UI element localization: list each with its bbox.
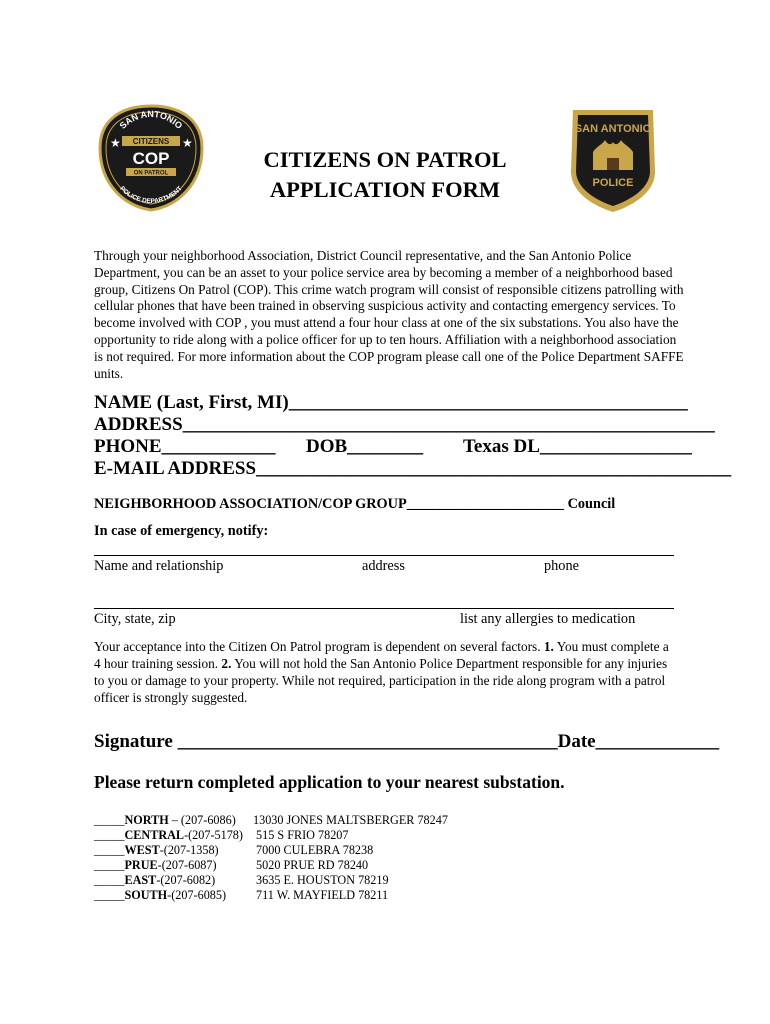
name-relationship-label: Name and relationship: [94, 558, 224, 574]
neighborhood-group-field[interactable]: NEIGHBORHOOD ASSOCIATION/COP GROUP______________________ Council: [94, 496, 616, 512]
title-line-2: APPLICATION FORM: [269, 177, 501, 202]
acceptance-text-a: Your acceptance into the Citizen On Patrol program is dependent on several factors.: [94, 639, 544, 654]
substation-phone: -(207-6085): [167, 888, 227, 902]
intro-paragraph: Through your neighborhood Association, District Council representative, and the San Antonio Police Department, you can be an asset to your police service area by becoming a member of a neighborhood based group, Citizens On Patrol (COP). This crime watch program will consist of responsible citizens patrolling with cellular phones that have been trained in observing suspicious activity and contacting emergency services. To become involved with COP , you must attend a four hour class at one of the six substations. You also have the opportunity to ride along with a police officer for up to ten hours. Affiliation with a neighborhood association is not required. For more information about the COP program please call one of the Police Department SAFFE units.: [94, 248, 684, 381]
address-field[interactable]: ADDRESS________________________________________________________: [94, 414, 715, 435]
substation-name: [94, 888, 253, 903]
substation-phone: -(207-6087): [157, 858, 217, 872]
email-field[interactable]: E-MAIL ADDRESS__________________________________________________: [94, 458, 732, 479]
return-note: Please return completed application to your nearest substation.: [94, 772, 565, 792]
phone-field[interactable]: PHONE____________: [94, 436, 276, 457]
substation-name: [94, 858, 253, 873]
police-badge-top-text: SAN ANTONIO: [574, 123, 652, 135]
texas-dl-field[interactable]: Texas DL________________: [463, 436, 692, 457]
dob-field[interactable]: DOB________: [306, 436, 424, 457]
alamo-door-icon: [607, 158, 619, 170]
substation-address: 711 W. MAYFIELD 78211: [253, 888, 389, 902]
address-label: address: [362, 558, 405, 574]
badge-on-patrol-text: ON PATROL: [133, 170, 169, 177]
title-line-1: CITIZENS ON PATROL: [263, 147, 507, 172]
badge-star-left-icon: ★: [110, 136, 121, 150]
substation-row[interactable]: [94, 828, 348, 843]
badge-bottom-text: POLICE DEPARTMENT: [118, 185, 184, 206]
substation-checkbox-blank[interactable]: _____: [94, 813, 125, 827]
date-field[interactable]: Date_____________: [557, 731, 720, 752]
phone-label: phone: [544, 558, 579, 574]
substation-checkbox-blank[interactable]: _____: [94, 843, 125, 857]
allergies-label: list any allergies to medication: [460, 611, 636, 627]
substation-row[interactable]: [94, 843, 373, 858]
city-allergy-row: [94, 611, 635, 628]
substation-checkbox-blank[interactable]: _____: [94, 888, 125, 902]
page-title: [190, 145, 580, 205]
substation-address: 5020 PRUE RD 78240: [253, 858, 369, 872]
emergency-labels-row: [94, 558, 579, 575]
substation-phone: -(207-6082): [156, 873, 216, 887]
substation-label: NORTH: [124, 813, 169, 827]
acceptance-text-b: You must complete a 4 hour training session.: [94, 639, 669, 671]
substation-label: EAST: [124, 873, 157, 887]
acceptance-number-1: 1.: [543, 639, 554, 654]
badge-cop-text: COP: [132, 149, 170, 168]
police-badge-logo: [567, 102, 659, 214]
substation-address: 515 S FRIO 78207: [253, 828, 349, 842]
emergency-heading: In case of emergency, notify:: [94, 523, 269, 539]
police-badge-bottom-text: POLICE: [592, 177, 634, 189]
substation-label: SOUTH: [124, 888, 168, 902]
substation-label: PRUE: [124, 858, 158, 872]
substation-row[interactable]: [94, 888, 388, 903]
phone-dob-dl-row: [94, 436, 692, 458]
substation-phone: -(207-1358): [159, 843, 219, 857]
substation-address: 3635 E. HOUSTON 78219: [253, 873, 389, 887]
substation-checkbox-blank[interactable]: _____: [94, 828, 125, 842]
substation-address: 13030 JONES MALTSBERGER 78247: [253, 813, 448, 827]
badge-band-text: CITIZENS: [132, 137, 170, 146]
substation-row[interactable]: [94, 813, 448, 828]
substation-label: WEST: [124, 843, 160, 857]
badge-top-text: SAN ANTONIO: [117, 108, 185, 131]
signature-field[interactable]: Signature ________________________________________: [94, 731, 558, 752]
substation-phone: – (207-6086): [168, 813, 236, 827]
acceptance-text-c: You will not hold the San Antonio Police Department responsible for any injuries to you or damage to your property. While not required, participation in the ride along program with a patrol officer is strongly suggested.: [94, 656, 668, 705]
substation-row[interactable]: [94, 858, 368, 873]
substation-phone: -(207-5178): [184, 828, 243, 842]
substation-name: [94, 813, 253, 828]
name-field[interactable]: NAME (Last, First, MI)__________________________________________: [94, 392, 688, 413]
acceptance-number-2: 2.: [221, 656, 232, 671]
substation-address: 7000 CULEBRA 78238: [253, 843, 374, 857]
city-state-zip-label: City, state, zip: [94, 611, 176, 627]
substation-label: CENTRAL: [124, 828, 185, 842]
emergency-line-2[interactable]: [94, 608, 674, 609]
substation-name: [94, 828, 253, 843]
substation-row[interactable]: [94, 873, 389, 888]
signature-row: [94, 731, 719, 753]
substation-name: [94, 873, 253, 888]
acceptance-paragraph: [94, 638, 674, 706]
substation-checkbox-blank[interactable]: _____: [94, 873, 125, 887]
badge-star-right-icon: ★: [182, 136, 193, 150]
emergency-line-1[interactable]: [94, 555, 674, 556]
substation-name: [94, 843, 253, 858]
substation-checkbox-blank[interactable]: _____: [94, 858, 125, 872]
